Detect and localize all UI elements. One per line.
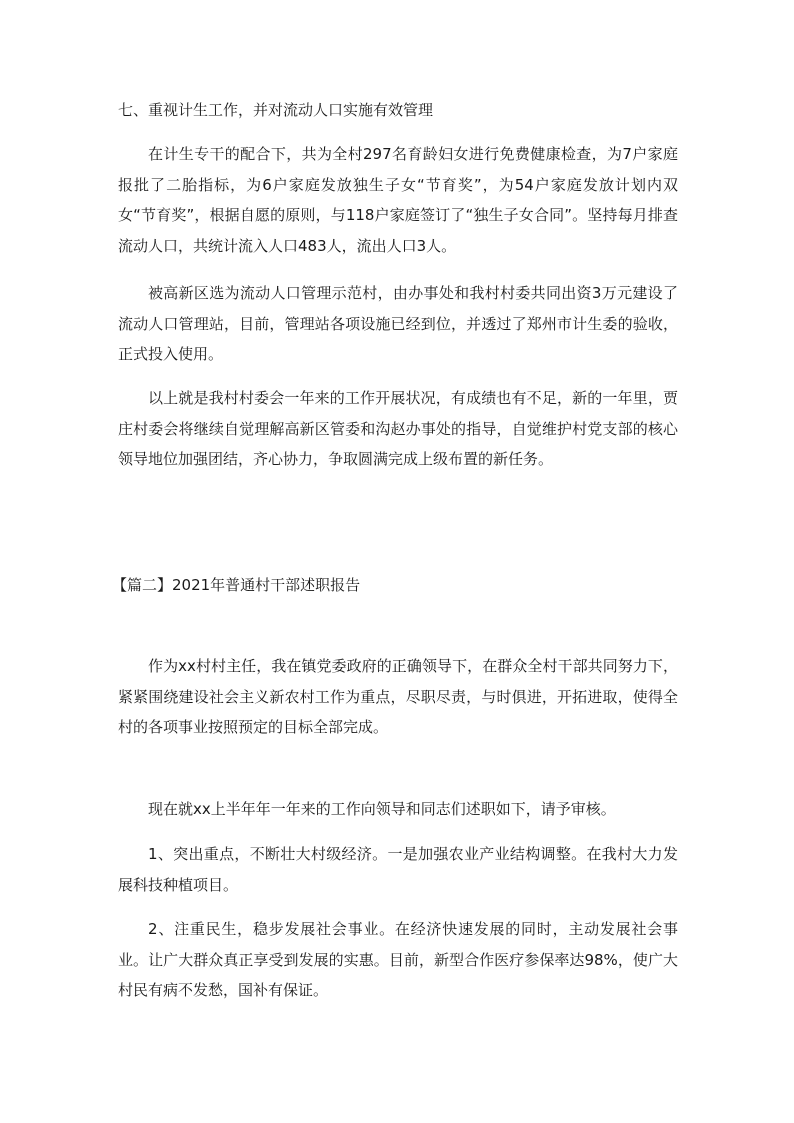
part-two-heading: 【篇二】2021年普通村干部述职报告 [112,576,361,594]
paragraph-item-1: 1、突出重点，不断壮大村级经济。一是加强农业产业结构调整。在我村大力发展科技种植项目。 [118,845,678,894]
paragraph-migrant-management: 被高新区选为流动人口管理示范村，由办事处和我村村委共同出资3万元建设了流动人口管理站，目前，管理站各项设施已经到位，并透过了郑州市计生委的验收，正式投入使用。 [118,284,678,363]
paragraph-report-intro: 现在就xx上半年年一年来的工作向领导和同志们述职如下，请予审核。 [148,800,616,818]
section-heading-7: 七、重视计生工作，并对流动人口实施有效管理 [118,101,434,119]
paragraph-summary: 以上就是我村村委会一年来的工作开展状况，有成绩也有不足，新的一年里，贾庄村委会将继续自觉理解高新区管委和沟赵办事处的指导，自觉维护村党支部的核心领导地位加强团结，齐心协力，争取圆满完成上级布置的新任务。 [118,389,678,468]
paragraph-item-2: 2、注重民生，稳步发展社会事业。在经济快速发展的同时，主动发展社会事业。让广大群众真正享受到发展的实惠。目前，新型合作医疗参保率达98%，使广大村民有病不发愁，国补有保证。 [118,920,678,999]
paragraph-family-planning: 在计生专干的配合下，共为全村297名育龄妇女进行免费健康检查，为7户家庭报批了二胎指标，为6户家庭发放独生子女“节育奖”，为54户家庭发放计划内双女“节育奖”，根据自愿的原则，与118户家庭签订了“独生子女合同”。坚持每月排查流动人口，共统计流入人口483人，流出人口3人。 [118,145,678,255]
paragraph-introduction: 作为xx村村主任，我在镇党委政府的正确领导下，在群众全村干部共同努力下，紧紧围绕建设社会主义新农村工作为重点，尽职尽责，与时俱进，开拓进取，使得全村的各项事业按照预定的目标全部完成。 [118,657,678,736]
